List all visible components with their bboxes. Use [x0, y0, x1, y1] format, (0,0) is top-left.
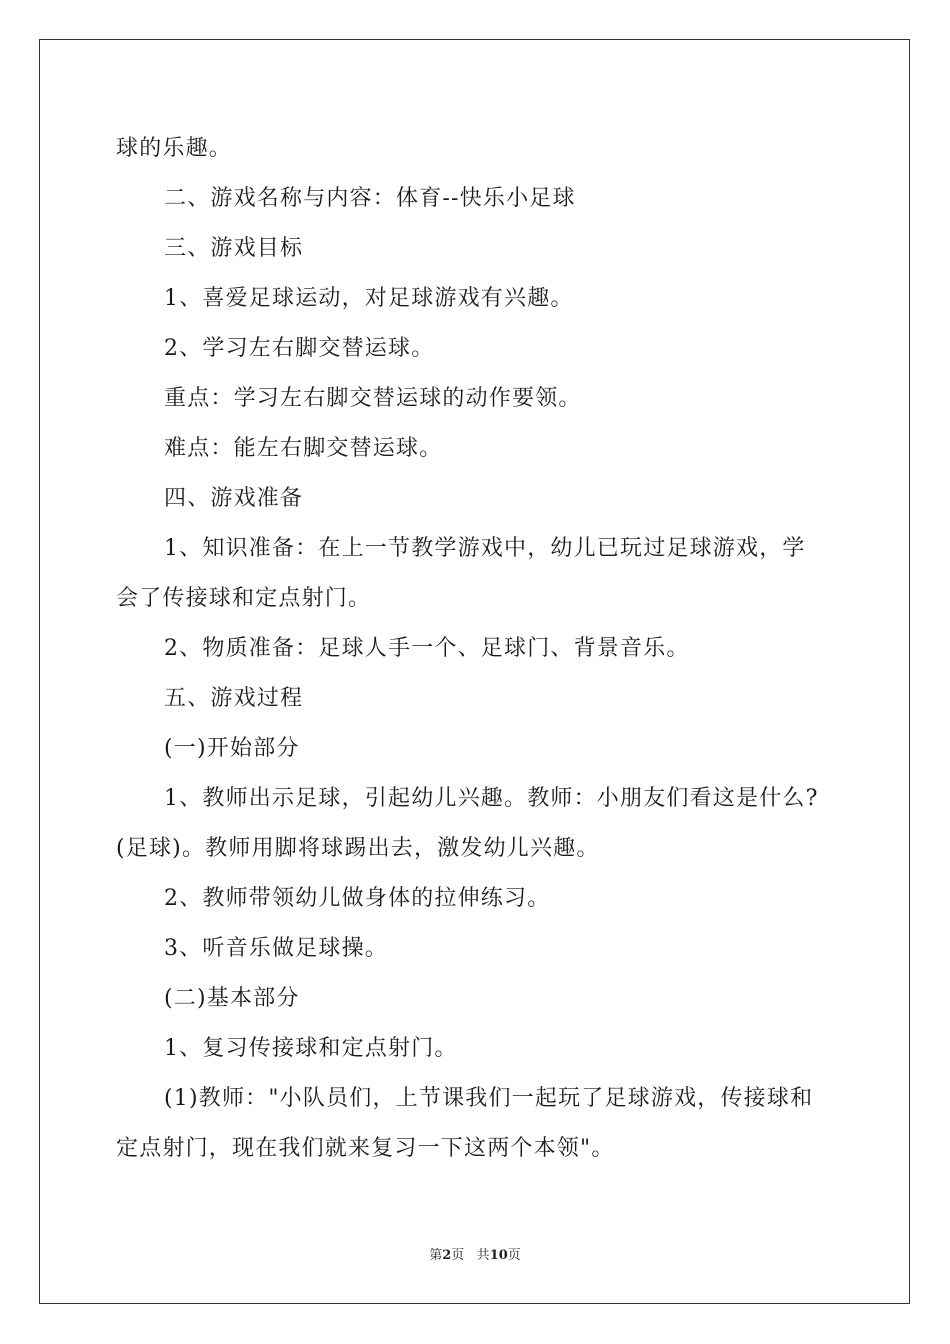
paragraph-line: 2、教师带领幼儿做身体的拉伸练习。	[164, 886, 551, 911]
section-heading: 四、游戏准备	[164, 486, 304, 511]
footer-page-suffix: 页	[451, 1248, 465, 1263]
paragraph-line: (足球)。教师用脚将球踢出去，激发幼儿兴趣。	[116, 836, 600, 861]
paragraph-line: 会了传接球和定点射门。	[116, 586, 372, 611]
page-footer	[0, 1244, 950, 1263]
paragraph-line: 1、教师出示足球，引起幼儿兴趣。教师：小朋友们看这是什么?	[164, 786, 819, 811]
paragraph-line: 1、喜爱足球运动，对足球游戏有兴趣。	[164, 286, 574, 311]
total-page-count: 10	[489, 1248, 508, 1263]
current-page-number: 2	[442, 1248, 452, 1263]
paragraph-line: 3、听音乐做足球操。	[164, 936, 388, 961]
paragraph-line: 2、学习左右脚交替运球。	[164, 336, 435, 361]
footer-prefix: 第	[429, 1248, 443, 1263]
section-heading: 二、游戏名称与内容：体育--快乐小足球	[164, 186, 576, 211]
paragraph-line: 定点射门，现在我们就来复习一下这两个本领"。	[116, 1136, 615, 1161]
paragraph-line: (1)教师："小队员们，上节课我们一起玩了足球游戏，传接球和	[164, 1086, 814, 1111]
paragraph-line: 重点：学习左右脚交替运球的动作要领。	[164, 386, 582, 411]
paragraph-line: 1、复习传接球和定点射门。	[164, 1036, 458, 1061]
subsection-heading: (二)基本部分	[164, 986, 300, 1011]
subsection-heading: (一)开始部分	[164, 736, 300, 761]
section-heading: 三、游戏目标	[164, 236, 304, 261]
paragraph-line: 难点：能左右脚交替运球。	[164, 436, 443, 461]
paragraph-line: 2、物质准备：足球人手一个、足球门、背景音乐。	[164, 636, 690, 661]
paragraph-line: 球的乐趣。	[116, 136, 233, 161]
paragraph-line: 1、知识准备：在上一节教学游戏中，幼儿已玩过足球游戏，学	[164, 536, 806, 561]
footer-total-prefix: 共	[476, 1248, 490, 1263]
footer-total-suffix: 页	[507, 1248, 521, 1263]
section-heading: 五、游戏过程	[164, 686, 304, 711]
